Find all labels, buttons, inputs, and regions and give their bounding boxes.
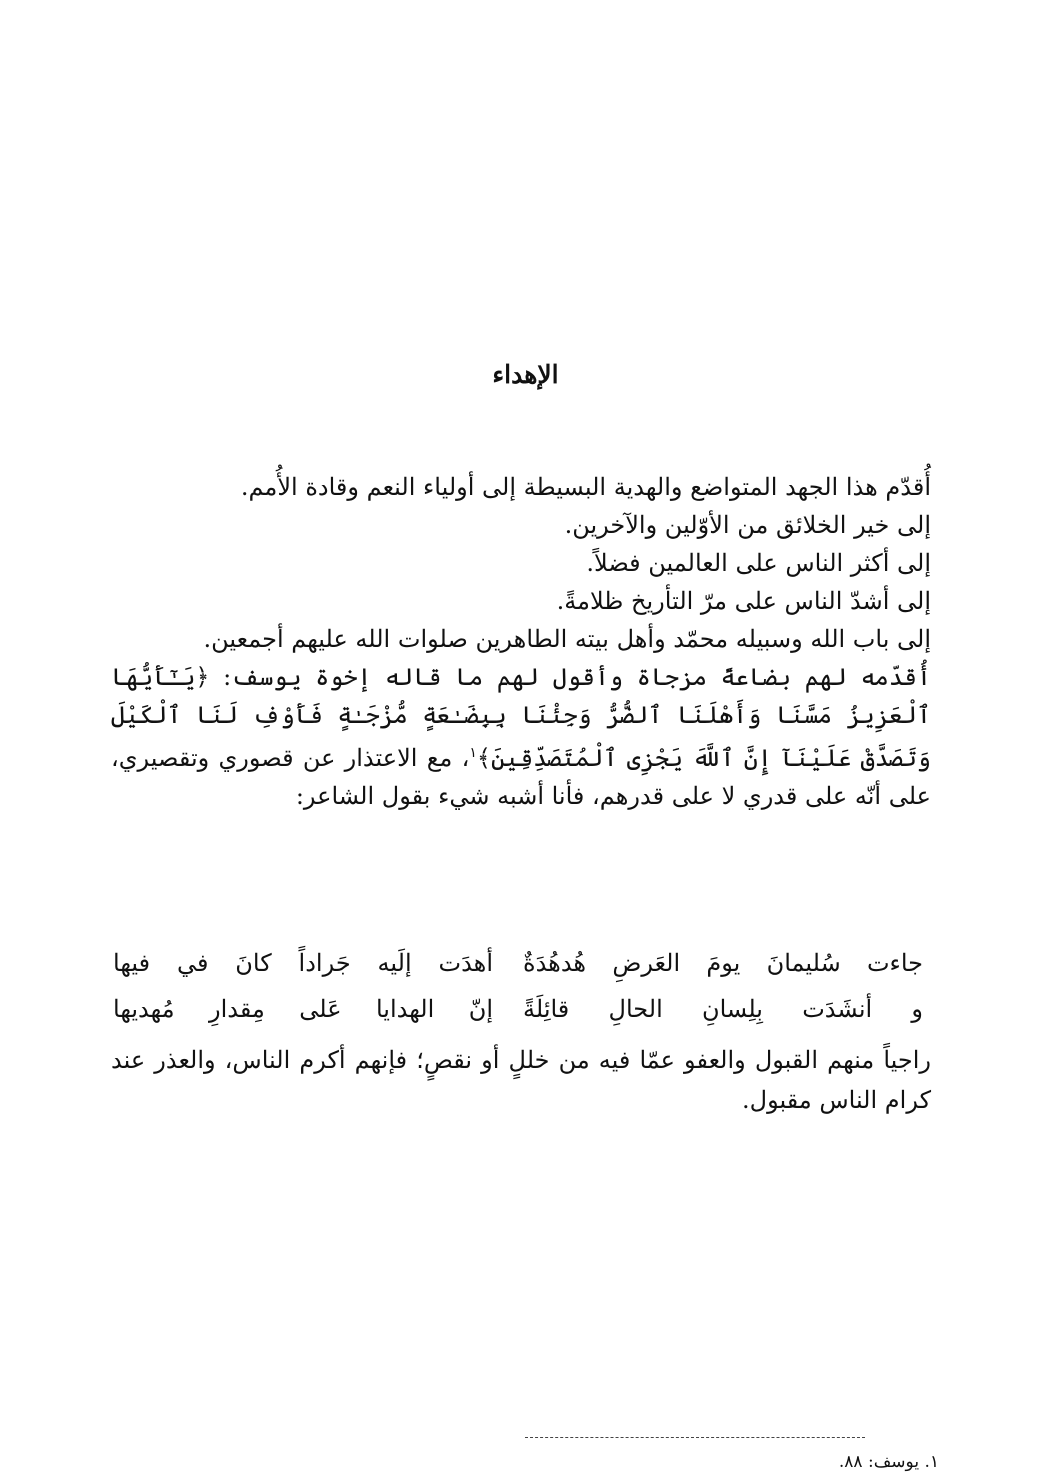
poem-first-hemistich: جاءت سُليمانَ يومَ العَرضِ هُدهُدَةٌ — [523, 949, 923, 977]
dedication-line: إلى أشدّ الناس على مرّ التأريخ ظلامةً. — [556, 587, 931, 615]
dedication-line: إلى باب الله وسبيله محمّد وأهل بيته الطاهرين صلوات الله عليهم أجمعين. — [203, 625, 931, 653]
closing-paragraph-block — [111, 1040, 931, 1120]
poem-second-hemistich: أهدَت إلَيه جَراداً كانَ في فيها — [113, 949, 493, 977]
footnote-separator — [525, 1437, 865, 1438]
dedication-body — [111, 468, 931, 815]
dedication-line: إلى خير الخلائق من الأوّلين والآخرين. — [564, 511, 931, 539]
poem-second-hemistich: إنّ الهدايا عَلى مِقدارِ مُهديها — [113, 995, 493, 1023]
poem-verse — [113, 940, 923, 986]
dedication-line: أُقدّم هذا الجهد المتواضع والهدية البسيطة إلى أولياء النعم وقادة الأُمم. — [240, 473, 931, 501]
poem-first-hemistich: و أنشَدَت بِلِسانِ الحالِ قائِلَةً — [523, 995, 923, 1023]
dedication-line: إلى أكثر الناس على العالمين فضلاً. — [586, 549, 931, 577]
poem-verse — [113, 986, 923, 1032]
offer-text-rest: ، مع الاعتذار عن قصوري وتقصيري، على أنّه على قدري لا على قدرهم، فأنا أشبه شيء بقول الشاعر: — [111, 744, 931, 810]
footnote: ١. يوسف: ٨٨. — [838, 1452, 939, 1472]
page-title: الإهداء — [492, 360, 559, 389]
offer-text-quran: أُقدّمه لهم بضاعةً مزجاة وأقول لهم ما قاله إخوة يوسف: ﴿يَـٰٓأَيُّهَا ٱلْعَزِيزُ مَسَّنَا وَأَهْلَنَا ٱلضُّرُّ وَجِئْنَا بِبِضَـٰعَةٍ مُّزْجَـٰةٍ فَأَوْفِ لَنَا ٱلْكَيْلَ وَتَصَدَّقْ عَلَيْنَآ إِنَّ ٱللَّهَ يَجْزِى ٱلْمُتَصَدِّقِينَ﴾ — [111, 663, 931, 772]
offer-paragraph — [111, 658, 931, 815]
closing-paragraph: راجياً منهم القبول والعفو عمّا فيه من خللٍ أو نقصٍ؛ فإنهم أكرم الناس، والعذر عند كرام الناس مقبول. — [111, 1046, 931, 1114]
poem — [113, 940, 933, 1032]
footnote-reference: ١ — [469, 745, 477, 761]
